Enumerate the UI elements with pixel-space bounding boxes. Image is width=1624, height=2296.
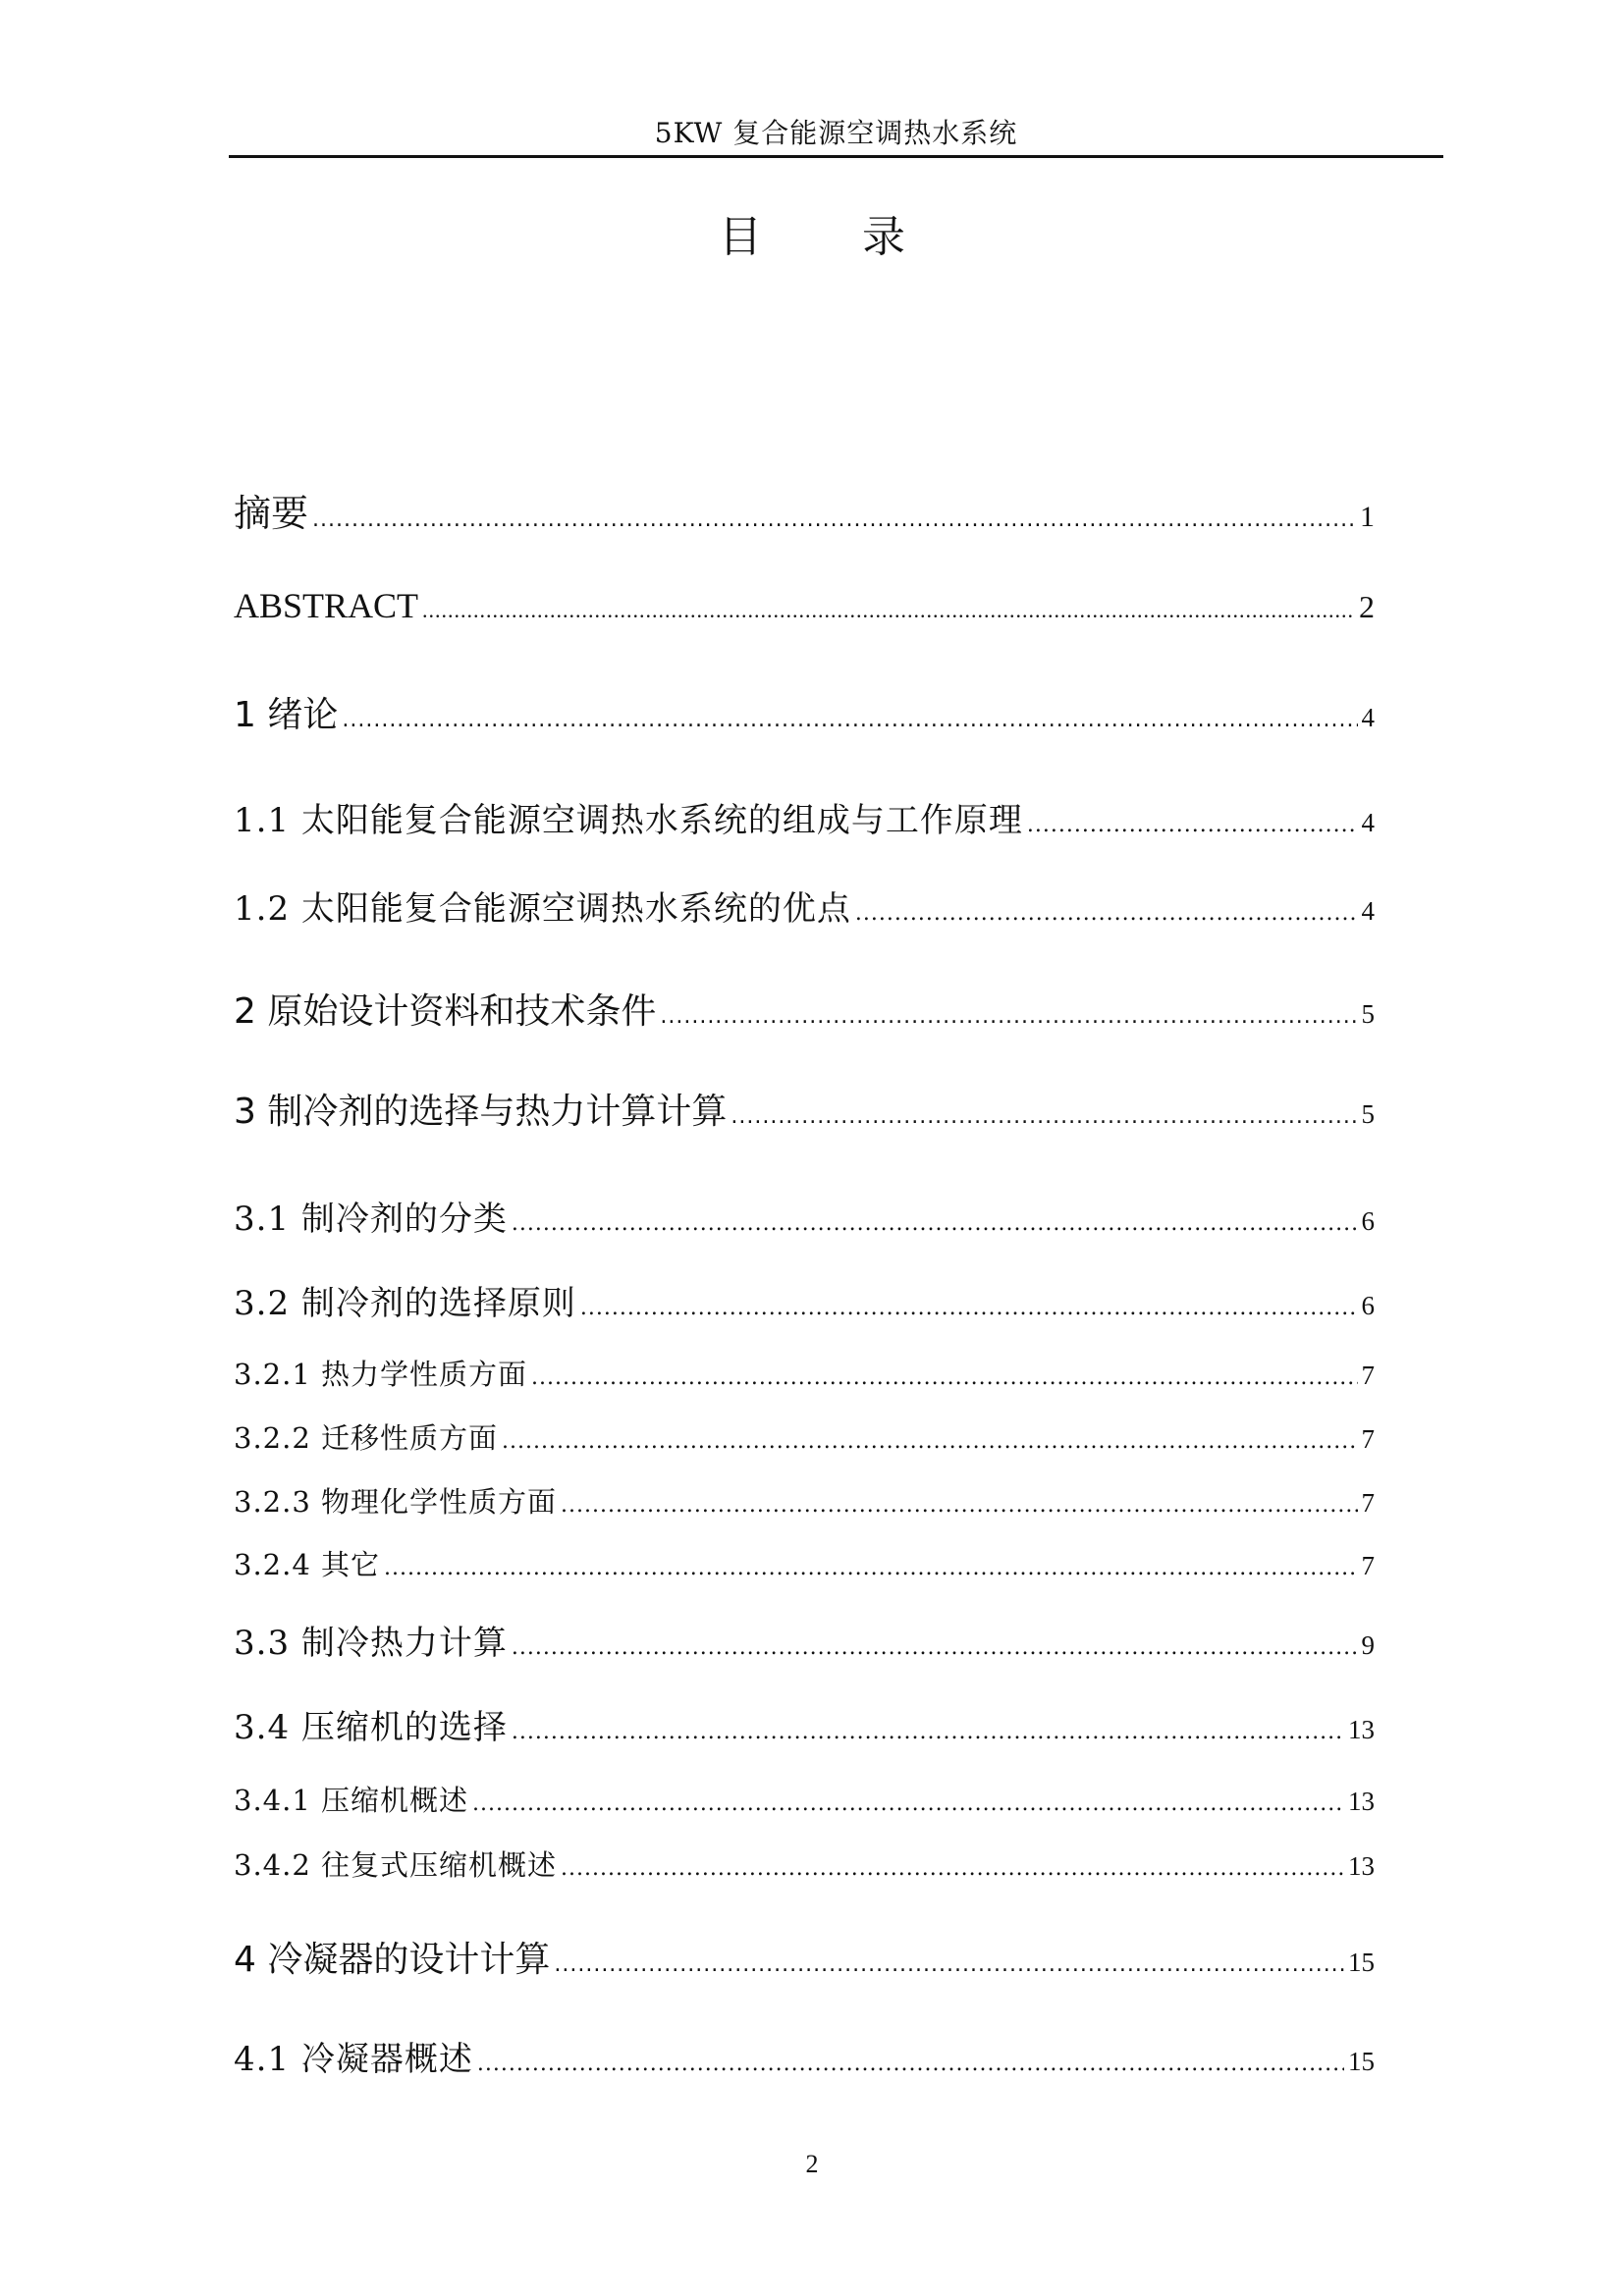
- toc-entry-title: 3.2.4 其它: [234, 1548, 381, 1581]
- toc-entry-section-3-1[interactable]: [234, 1192, 1375, 1240]
- toc-dot-leader: [342, 708, 1357, 732]
- toc-dot-leader: [731, 1104, 1357, 1129]
- toc-entry-page: 7: [1361, 1551, 1375, 1580]
- toc-entry-title: 3.2.2 迁移性质方面: [234, 1421, 499, 1455]
- toc-entry-page: 13: [1348, 1851, 1375, 1881]
- toc-entry-page: 2: [1359, 589, 1375, 624]
- toc-entry-page: 4: [1361, 896, 1375, 926]
- toc-entry-page: 5: [1361, 999, 1375, 1029]
- toc-entry-subsection-3-2-4[interactable]: [234, 1543, 1375, 1583]
- toc-entry-section-3-3[interactable]: [234, 1616, 1375, 1664]
- toc-entry-title: 3 制冷剂的选择与热力计算计算: [234, 1092, 728, 1132]
- toc-entry-chapter-4[interactable]: [234, 1932, 1375, 1982]
- toc-entry-page: 1: [1360, 501, 1375, 533]
- toc-entry-page: 13: [1348, 1787, 1375, 1816]
- toc-title: 目 录: [719, 212, 948, 262]
- toc-dot-leader: [384, 1556, 1357, 1580]
- toc-dot-leader: [660, 1004, 1357, 1029]
- toc-entry-title: 3.2.3 物理化学性质方面: [234, 1485, 558, 1519]
- toc-dot-leader: [477, 2052, 1344, 2076]
- toc-dot-leader: [472, 1791, 1344, 1816]
- toc-dot-leader: [531, 1365, 1357, 1390]
- toc-dot-leader: [580, 1296, 1358, 1320]
- toc-entry-subsection-3-4-1[interactable]: [234, 1779, 1375, 1819]
- toc-entry-title: 摘要: [234, 492, 309, 535]
- toc-entry-page: 5: [1361, 1099, 1375, 1129]
- toc-entry-page: 4: [1361, 703, 1375, 732]
- toc-entry-page: 7: [1361, 1424, 1375, 1454]
- toc-entry-title: ABSTRACT: [234, 586, 419, 625]
- toc-entry-abstract-en[interactable]: [234, 585, 1375, 626]
- toc-entry-chapter-2[interactable]: [234, 984, 1375, 1034]
- toc-entry-page: 15: [1348, 1948, 1375, 1977]
- running-header: 5KW 复合能源空调热水系统: [654, 117, 1018, 149]
- toc-entry-section-1-2[interactable]: [234, 881, 1375, 930]
- toc-dot-leader: [512, 1720, 1344, 1744]
- toc-entry-title: 3.1 制冷剂的分类: [234, 1200, 508, 1239]
- toc-dot-leader: [554, 1952, 1344, 1977]
- toc-entry-page: 7: [1361, 1488, 1375, 1518]
- toc-entry-page: 9: [1361, 1630, 1375, 1660]
- toc-entry-section-4-1[interactable]: [234, 2032, 1375, 2080]
- toc-entry-title: 4 冷凝器的设计计算: [234, 1940, 551, 1980]
- toc-entry-title: 3.3 制冷热力计算: [234, 1624, 508, 1663]
- toc-entry-subsection-3-2-3[interactable]: [234, 1480, 1375, 1521]
- toc-entry-subsection-3-2-2[interactable]: [234, 1416, 1375, 1457]
- toc-entry-title: 3.4.1 压缩机概述: [234, 1784, 469, 1817]
- toc-entry-title: 3.4.2 往复式压缩机概述: [234, 1848, 558, 1882]
- page-number: 2: [805, 2150, 819, 2178]
- toc-entry-title: 1 绪论: [234, 695, 339, 735]
- toc-entry-abstract-cn[interactable]: [234, 483, 1375, 537]
- toc-entry-section-1-1[interactable]: [234, 793, 1375, 841]
- toc-dot-leader: [512, 1211, 1358, 1236]
- toc-entry-title: 3.2 制冷剂的选择原则: [234, 1284, 576, 1323]
- toc-entry-title: 1.2 太阳能复合能源空调热水系统的优点: [234, 889, 851, 929]
- toc-entry-title: 3.2.1 热力学性质方面: [234, 1358, 528, 1391]
- toc-entry-chapter-3[interactable]: [234, 1084, 1375, 1134]
- toc-dot-leader: [561, 1493, 1357, 1518]
- toc-entry-page: 7: [1361, 1361, 1375, 1390]
- toc-entry-page: 15: [1348, 2047, 1375, 2076]
- toc-entry-page: 6: [1361, 1291, 1375, 1320]
- toc-entry-section-3-2[interactable]: [234, 1276, 1375, 1324]
- toc-entry-page: 6: [1361, 1206, 1375, 1236]
- toc-dot-leader: [422, 598, 1355, 623]
- toc-dot-leader: [312, 507, 1356, 532]
- toc-entry-page: 13: [1348, 1715, 1375, 1744]
- toc-entry-page: 4: [1361, 808, 1375, 837]
- toc-dot-leader: [512, 1635, 1358, 1660]
- toc-entry-title: 4.1 冷凝器概述: [234, 2040, 473, 2079]
- toc-entry-chapter-1[interactable]: [234, 687, 1375, 737]
- toc-dot-leader: [561, 1856, 1344, 1881]
- header-rule: [229, 155, 1443, 158]
- toc-entry-section-3-4[interactable]: [234, 1700, 1375, 1748]
- toc-dot-leader: [855, 901, 1358, 926]
- toc-entry-title: 2 原始设计资料和技术条件: [234, 991, 657, 1032]
- toc-entry-title: 1.1 太阳能复合能源空调热水系统的组成与工作原理: [234, 801, 1023, 840]
- toc-entry-subsection-3-2-1[interactable]: [234, 1353, 1375, 1393]
- toc-entry-subsection-3-4-2[interactable]: [234, 1843, 1375, 1884]
- toc-dot-leader: [502, 1429, 1357, 1454]
- toc-dot-leader: [1027, 813, 1358, 837]
- toc-entry-title: 3.4 压缩机的选择: [234, 1708, 508, 1747]
